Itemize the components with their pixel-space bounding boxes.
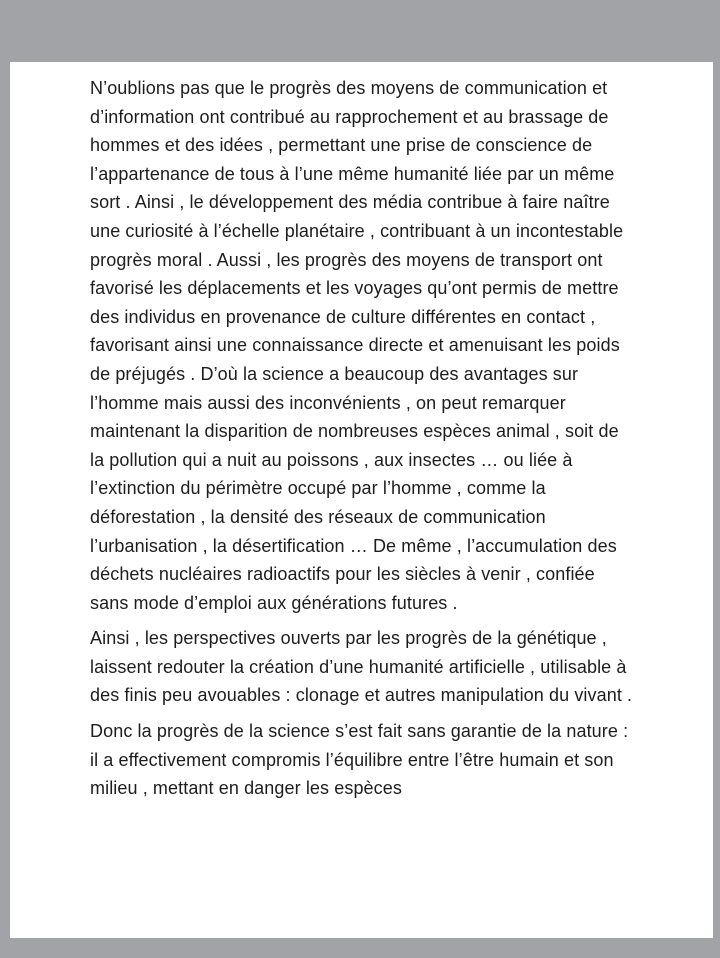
document-page: [10, 62, 713, 938]
paragraph-communication-progress: N’oublions pas que le progrès des moyens de communication et d’information ont contribué au rapprochement et au brassage de hommes et des idées , permettant une prise de conscience de l’appartenance de tous à l’une même humanité liée par un même sort . Ainsi , le développement des média contribue à faire naître une curiosité à l’échelle planétaire , contribuant à un incontestable progrès moral . Aussi , les progrès des moyens de transport ont favorisé les déplacements et les voyages qu’ont permis de mettre des individus en provenance de culture différentes en contact , favorisant ainsi une connaissance directe et amenuisant les poids de préjugés . D’où la science a beaucoup des avantages sur l’homme mais aussi des inconvénients , on peut remarquer maintenant la disparition de nombreuses espèces animal , soit de la pollution qui a nuit au poissons , aux insectes … ou liée à l’extinction du périmètre occupé par l’homme , comme la déforestation , la densité des réseaux de communication l’urbanisation , la désertification … De même , l’accumulation des déchets nucléaires radioactifs pour les siècles à venir , confiée sans mode d’emploi aux générations futures .: [90, 78, 624, 613]
paragraph-genetics: Ainsi , les perspectives ouverts par les progrès de la génétique , laissent redouter la création d’une humanité artificielle , utilisable à des finis peu avouables : clonage et autres manipulation du vivant .: [90, 628, 633, 706]
paragraph-conclusion: Donc la progrès de la science s’est fait sans garantie de la nature : il a effectivement compromis l’équilibre entre l’être humain et son milieu , mettant en danger les espèces: [90, 721, 629, 799]
